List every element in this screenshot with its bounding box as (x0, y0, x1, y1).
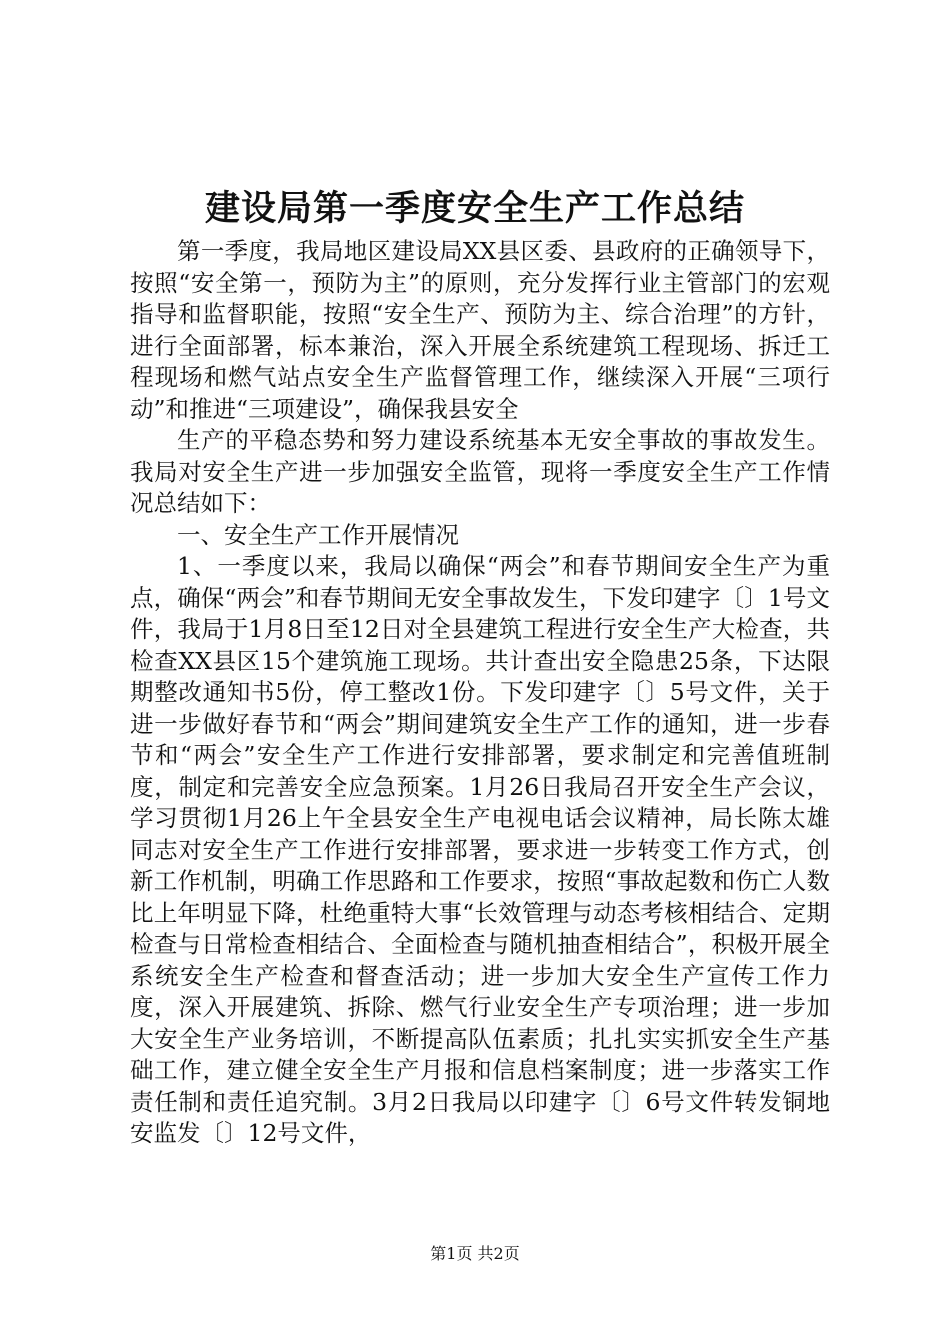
section-heading: 一、安全生产工作开展情况 (177, 520, 459, 549)
paragraph-intro: 第一季度，我局地区建设局XX县区委、县政府的正确领导下，按照“安全第一，预防为主”的原则，充分发挥行业主管部门的宏观指导和监督职能，按照“安全生产、预防为主、综合治理”的方针，进行全面部署，标本兼治，深入开展全系统建筑工程现场、拆迁工程现场和燃气站点安全生产监督管理工作，继续深入开展“三项行动”和推进“三项建设”，确保我县安全 (130, 237, 830, 423)
document-title: 建设局第一季度安全生产工作总结 (204, 188, 745, 229)
paragraph-continuation: 生产的平稳态势和努力建设系统基本无安全事故的事故发生。我局对安全生产进一步加强安全监管，现将一季度安全生产工作情况总结如下： (130, 426, 830, 517)
paragraph-item-1: 1、一季度以来，我局以确保“两会”和春节期间安全生产为重点，确保“两会”和春节期间无安全事故发生，下发印建字〔〕1号文件，我局于1月8日至12日对全县建筑工程进行安全生产大检查，共检查XX县区15个建筑施工现场。共计查出安全隐患25条，下达限期整改通知书5份，停工整改1份。下发印建字〔〕5号文件，关于进一步做好春节和“两会”期间建筑安全生产工作的通知，进一步春节和“两会”安全生产工作进行安排部署，要求制定和完善值班制度，制定和完善安全应急预案。1月26日我局召开安全生产会议，学习贯彻1月26上午全县安全生产电视电话会议精神，局长陈太雄同志对安全生产工作进行安排部署，要求进一步转变工作方式，创新工作机制，明确工作思路和工作要求，按照“事故起数和伤亡人数比上年明显下降，杜绝重特大事“长效管理与动态考核相结合、定期检查与日常检查相结合、全面检查与随机抽查相结合”，积极开展全系统安全生产检查和督查活动；进一步加大安全生产宣传工作力度，深入开展建筑、拆除、燃气行业安全生产专项治理；进一步加大安全生产业务培训，不断提高队伍素质；扎扎实实抓安全生产基础工作，建立健全安全生产月报和信息档案制度；进一步落实工作责任制和责任追究制。3月2日我局以印建字〔〕6号文件转发铜地安监发〔〕12号文件， (130, 552, 830, 1147)
page-footer: 第1页 共2页 (430, 1244, 520, 1263)
document-body (130, 236, 830, 1150)
